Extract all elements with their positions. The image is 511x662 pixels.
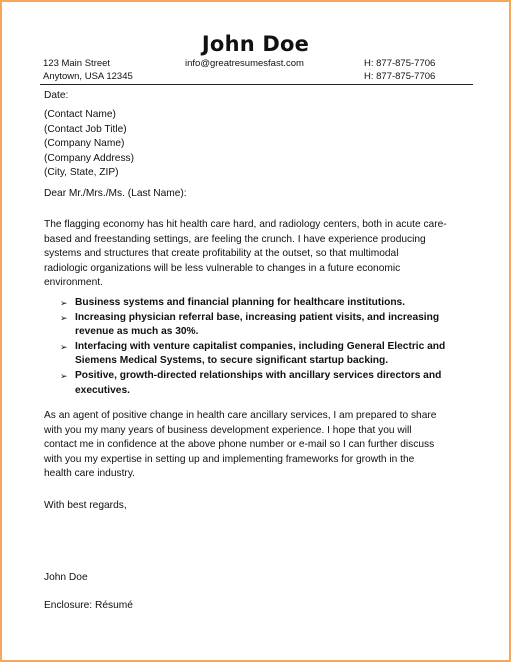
recipient-job-title: (Contact Job Title) [44, 123, 127, 135]
paragraph-intro-line: radiologic organizations will be less vulnerable to changes in a future economic [44, 262, 401, 274]
paragraph-closing-line: contact me in confidence at the above phone number or e-mail so I can further discuss [44, 439, 435, 451]
paragraph-closing [44, 409, 472, 482]
recipient-block [44, 108, 472, 181]
header-phone-2: H: 877-875-7706 [364, 71, 436, 82]
header-email: info@greatresumesfast.com [185, 58, 304, 69]
header-name: John Doe [201, 32, 310, 56]
paragraph-intro-line: environment. [44, 277, 103, 289]
header-phones [364, 57, 435, 83]
achievement-item [60, 369, 472, 398]
achievement-text: Positive, growth-directed relationships with ancillary services directors and executives. [75, 369, 442, 396]
date-line: Date: [44, 90, 69, 101]
recipient-company-name: (Company Name) [44, 138, 125, 150]
paragraph-closing-line: with you my expertise in setting up and implementing frameworks for growth in the [44, 453, 415, 465]
arrow-bullet-icon: ➢ [60, 341, 68, 352]
paragraph-intro [44, 218, 472, 291]
achievement-item [60, 311, 472, 340]
header-divider [40, 84, 473, 85]
header-address [43, 57, 133, 83]
achievement-item [60, 340, 472, 369]
paragraph-intro-line: based and freestanding settings, are feeling the crunch. I have experience producing [44, 233, 426, 245]
closing-line: With best regards, [44, 500, 127, 511]
arrow-bullet-icon: ➢ [60, 298, 68, 308]
paragraph-intro-line: The flagging economy has hit health care hard, and radiology centers, both in acute care- [44, 219, 447, 230]
enclosure-line: Enclosure: Résumé [44, 600, 133, 611]
paragraph-closing-line: with you my many years of business development experience. I hope that you will [44, 424, 412, 436]
paragraph-closing-line: health care industry. [44, 468, 135, 480]
paragraph-closing-line: As an agent of positive change in health care ancillary services, I am prepared to share [44, 410, 437, 421]
address-line-1: 123 Main Street [43, 58, 111, 69]
arrow-bullet-icon: ➢ [60, 312, 68, 323]
paragraph-intro-line: systems and structures that create profitability at the outset, so that multimodal [44, 248, 399, 260]
recipient-city-state-zip: (City, State, ZIP) [44, 167, 119, 179]
achievements-list [60, 296, 472, 398]
achievement-text: Interfacing with venture capitalist companies, including General Electric and Siemens Medical Systems, to secure significant startup backing. [75, 340, 446, 367]
salutation: Dear Mr./Mrs./Ms. (Last Name): [44, 188, 187, 199]
achievement-text: Business systems and financial planning for healthcare institutions. [75, 297, 406, 308]
arrow-bullet-icon: ➢ [60, 370, 68, 381]
header-phone-1: H: 877-875-7706 [364, 58, 436, 69]
achievement-item [60, 296, 472, 311]
address-line-2: Anytown, USA 12345 [43, 71, 133, 82]
achievement-text: Increasing physician referral base, increasing patient visits, and increasing revenue as much as 30%. [75, 311, 440, 338]
header-email-block [185, 57, 304, 70]
signature-name: John Doe [44, 572, 88, 583]
recipient-company-address: (Company Address) [44, 152, 135, 164]
recipient-contact-name: (Contact Name) [44, 109, 116, 120]
